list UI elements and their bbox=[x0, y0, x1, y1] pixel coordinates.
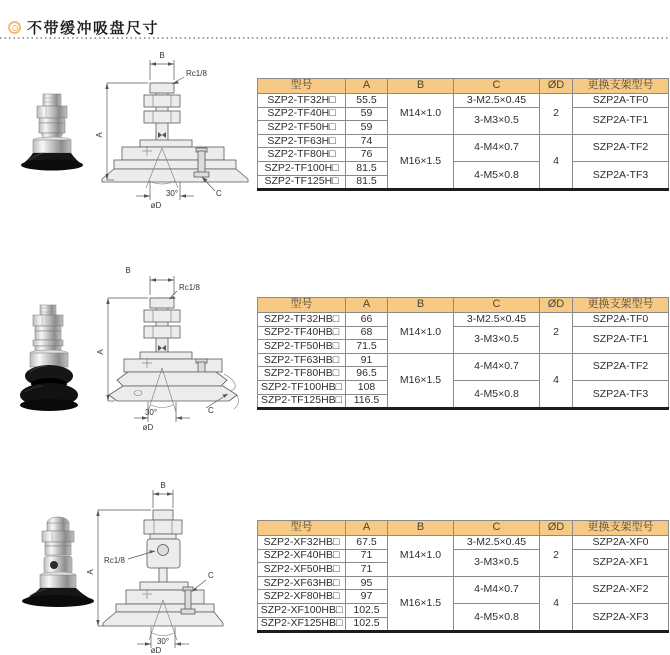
col-a: A bbox=[346, 79, 388, 94]
bracket-cell: SZP2A-TF1 bbox=[573, 326, 669, 353]
model-cell: SZP2-TF125HB□ bbox=[258, 394, 346, 409]
bracket-cell: SZP2A-TF0 bbox=[573, 313, 669, 327]
model-cell: SZP2-XF50HB□ bbox=[258, 563, 346, 577]
model-cell: SZP2-TF125H□ bbox=[258, 175, 346, 190]
thread-label: Rc1/8 bbox=[186, 69, 207, 78]
bracket-cell: SZP2A-TF2 bbox=[573, 353, 669, 380]
c-cell: 3-M3×0.5 bbox=[454, 326, 540, 353]
flange-label: C bbox=[208, 571, 214, 580]
model-cell: SZP2-XF63HB□ bbox=[258, 576, 346, 590]
model-cell: SZP2-TF50HB□ bbox=[258, 340, 346, 354]
b-cell: M14×1.0 bbox=[388, 536, 454, 577]
table-row bbox=[258, 576, 669, 590]
col-c: C bbox=[454, 79, 540, 94]
table-row bbox=[258, 107, 669, 121]
model-cell: SZP2-XF80HB□ bbox=[258, 590, 346, 604]
height-label: A bbox=[86, 569, 95, 575]
double-circle-icon bbox=[8, 21, 21, 34]
section-header bbox=[8, 17, 159, 38]
a-cell: 59 bbox=[346, 107, 388, 121]
a-cell: 91 bbox=[346, 353, 388, 367]
table-header-row bbox=[258, 79, 669, 94]
col-od: ØD bbox=[540, 79, 573, 94]
c-cell: 4-M4×0.7 bbox=[454, 353, 540, 380]
a-cell: 102.5 bbox=[346, 617, 388, 632]
c-cell: 3-M2.5×0.45 bbox=[454, 94, 540, 108]
model-cell: SZP2-TF40H□ bbox=[258, 107, 346, 121]
spec-table-tf-h bbox=[257, 78, 669, 191]
col-c: C bbox=[454, 298, 540, 313]
col-a: A bbox=[346, 298, 388, 313]
product-photo-bellows-cup bbox=[17, 304, 81, 412]
width-label: B bbox=[159, 51, 165, 60]
dimension-diagram-bellows bbox=[94, 262, 257, 434]
bracket-cell: SZP2A-XF1 bbox=[573, 549, 669, 576]
table-header-row bbox=[258, 521, 669, 536]
angle-label: 30° bbox=[165, 189, 179, 198]
col-model: 型号 bbox=[258, 79, 346, 94]
col-bracket: 更换支架型号 bbox=[573, 521, 669, 536]
bracket-cell: SZP2A-TF3 bbox=[573, 161, 669, 189]
a-cell: 66 bbox=[346, 313, 388, 327]
angle-label: 30° bbox=[144, 408, 158, 417]
dotted-divider bbox=[0, 37, 670, 39]
table-row bbox=[258, 313, 669, 327]
a-cell: 108 bbox=[346, 380, 388, 394]
bracket-cell: SZP2A-XF2 bbox=[573, 576, 669, 603]
thread-label: Rc1/8 bbox=[104, 556, 125, 565]
height-label: A bbox=[96, 349, 105, 355]
col-model: 型号 bbox=[258, 521, 346, 536]
diameter-label: øD bbox=[142, 423, 154, 432]
a-cell: 81.5 bbox=[346, 175, 388, 190]
thread-label: Rc1/8 bbox=[179, 283, 200, 292]
model-cell: SZP2-XF32HB□ bbox=[258, 536, 346, 550]
b-cell: M14×1.0 bbox=[388, 313, 454, 354]
col-c: C bbox=[454, 521, 540, 536]
model-cell: SZP2-TF100H□ bbox=[258, 161, 346, 175]
flange-label: C bbox=[216, 189, 222, 198]
page-title: 不带缓冲吸盘尺寸 bbox=[27, 20, 160, 37]
a-cell: 71 bbox=[346, 563, 388, 577]
a-cell: 68 bbox=[346, 326, 388, 340]
col-b: B bbox=[388, 298, 454, 313]
a-cell: 95 bbox=[346, 576, 388, 590]
b-cell: M16×1.5 bbox=[388, 134, 454, 189]
a-cell: 97 bbox=[346, 590, 388, 604]
c-cell: 4-M4×0.7 bbox=[454, 576, 540, 603]
table-row bbox=[258, 353, 669, 367]
table-header-row bbox=[258, 298, 669, 313]
a-cell: 81.5 bbox=[346, 161, 388, 175]
col-od: ØD bbox=[540, 521, 573, 536]
model-cell: SZP2-TF80HB□ bbox=[258, 367, 346, 381]
table-row bbox=[258, 536, 669, 550]
c-cell: 4-M5×0.8 bbox=[454, 603, 540, 631]
bracket-cell: SZP2A-TF3 bbox=[573, 380, 669, 408]
bracket-cell: SZP2A-TF2 bbox=[573, 134, 669, 161]
col-model: 型号 bbox=[258, 298, 346, 313]
c-cell: 4-M5×0.8 bbox=[454, 380, 540, 408]
spec-table-tf-hb bbox=[257, 297, 669, 410]
dimension-diagram-flat bbox=[94, 50, 257, 212]
a-cell: 96.5 bbox=[346, 367, 388, 381]
a-cell: 55.5 bbox=[346, 94, 388, 108]
b-cell: M14×1.0 bbox=[388, 94, 454, 135]
table-row bbox=[258, 603, 669, 617]
spec-table-xf-hb bbox=[257, 520, 669, 633]
od-cell: 2 bbox=[540, 536, 573, 577]
od-cell: 4 bbox=[540, 134, 573, 189]
model-cell: SZP2-TF100HB□ bbox=[258, 380, 346, 394]
bracket-cell: SZP2A-TF1 bbox=[573, 107, 669, 134]
model-cell: SZP2-TF63H□ bbox=[258, 134, 346, 148]
od-cell: 2 bbox=[540, 94, 573, 135]
c-cell: 3-M2.5×0.45 bbox=[454, 313, 540, 327]
a-cell: 71.5 bbox=[346, 340, 388, 354]
bracket-cell: SZP2A-XF3 bbox=[573, 603, 669, 631]
c-cell: 4-M4×0.7 bbox=[454, 134, 540, 161]
table-row bbox=[258, 134, 669, 148]
a-cell: 102.5 bbox=[346, 603, 388, 617]
col-od: ØD bbox=[540, 298, 573, 313]
model-cell: SZP2-TF32HB□ bbox=[258, 313, 346, 327]
od-cell: 4 bbox=[540, 576, 573, 631]
diameter-label: øD bbox=[150, 646, 162, 655]
col-b: B bbox=[388, 521, 454, 536]
a-cell: 74 bbox=[346, 134, 388, 148]
od-cell: 4 bbox=[540, 353, 573, 408]
flange-label: C bbox=[208, 406, 214, 415]
c-cell: 3-M2.5×0.45 bbox=[454, 536, 540, 550]
table-row bbox=[258, 326, 669, 340]
model-cell: SZP2-XF40HB□ bbox=[258, 549, 346, 563]
model-cell: SZP2-TF80H□ bbox=[258, 148, 346, 162]
table-row bbox=[258, 380, 669, 394]
model-cell: SZP2-TF40HB□ bbox=[258, 326, 346, 340]
width-label: B bbox=[160, 481, 166, 490]
col-bracket: 更换支架型号 bbox=[573, 79, 669, 94]
bracket-cell: SZP2A-XF0 bbox=[573, 536, 669, 550]
product-photo-flat-cup bbox=[19, 93, 85, 171]
table-row bbox=[258, 94, 669, 108]
bracket-cell: SZP2A-TF0 bbox=[573, 94, 669, 108]
col-bracket: 更换支架型号 bbox=[573, 298, 669, 313]
a-cell: 76 bbox=[346, 148, 388, 162]
col-b: B bbox=[388, 79, 454, 94]
diameter-label: øD bbox=[150, 201, 162, 210]
table-row bbox=[258, 161, 669, 175]
a-cell: 59 bbox=[346, 121, 388, 135]
c-cell: 3-M3×0.5 bbox=[454, 107, 540, 134]
c-cell: 4-M5×0.8 bbox=[454, 161, 540, 189]
table-row bbox=[258, 549, 669, 563]
b-cell: M16×1.5 bbox=[388, 353, 454, 408]
model-cell: SZP2-XF125HB□ bbox=[258, 617, 346, 632]
angle-label: 30° bbox=[156, 637, 170, 646]
model-cell: SZP2-TF32H□ bbox=[258, 94, 346, 108]
model-cell: SZP2-TF50H□ bbox=[258, 121, 346, 135]
height-label: A bbox=[95, 132, 104, 138]
a-cell: 71 bbox=[346, 549, 388, 563]
model-cell: SZP2-TF63HB□ bbox=[258, 353, 346, 367]
a-cell: 67.5 bbox=[346, 536, 388, 550]
dimension-diagram-swivel bbox=[86, 481, 257, 655]
width-label: B bbox=[125, 266, 131, 275]
col-a: A bbox=[346, 521, 388, 536]
od-cell: 2 bbox=[540, 313, 573, 354]
b-cell: M16×1.5 bbox=[388, 576, 454, 631]
a-cell: 116.5 bbox=[346, 394, 388, 409]
c-cell: 3-M3×0.5 bbox=[454, 549, 540, 576]
model-cell: SZP2-XF100HB□ bbox=[258, 603, 346, 617]
